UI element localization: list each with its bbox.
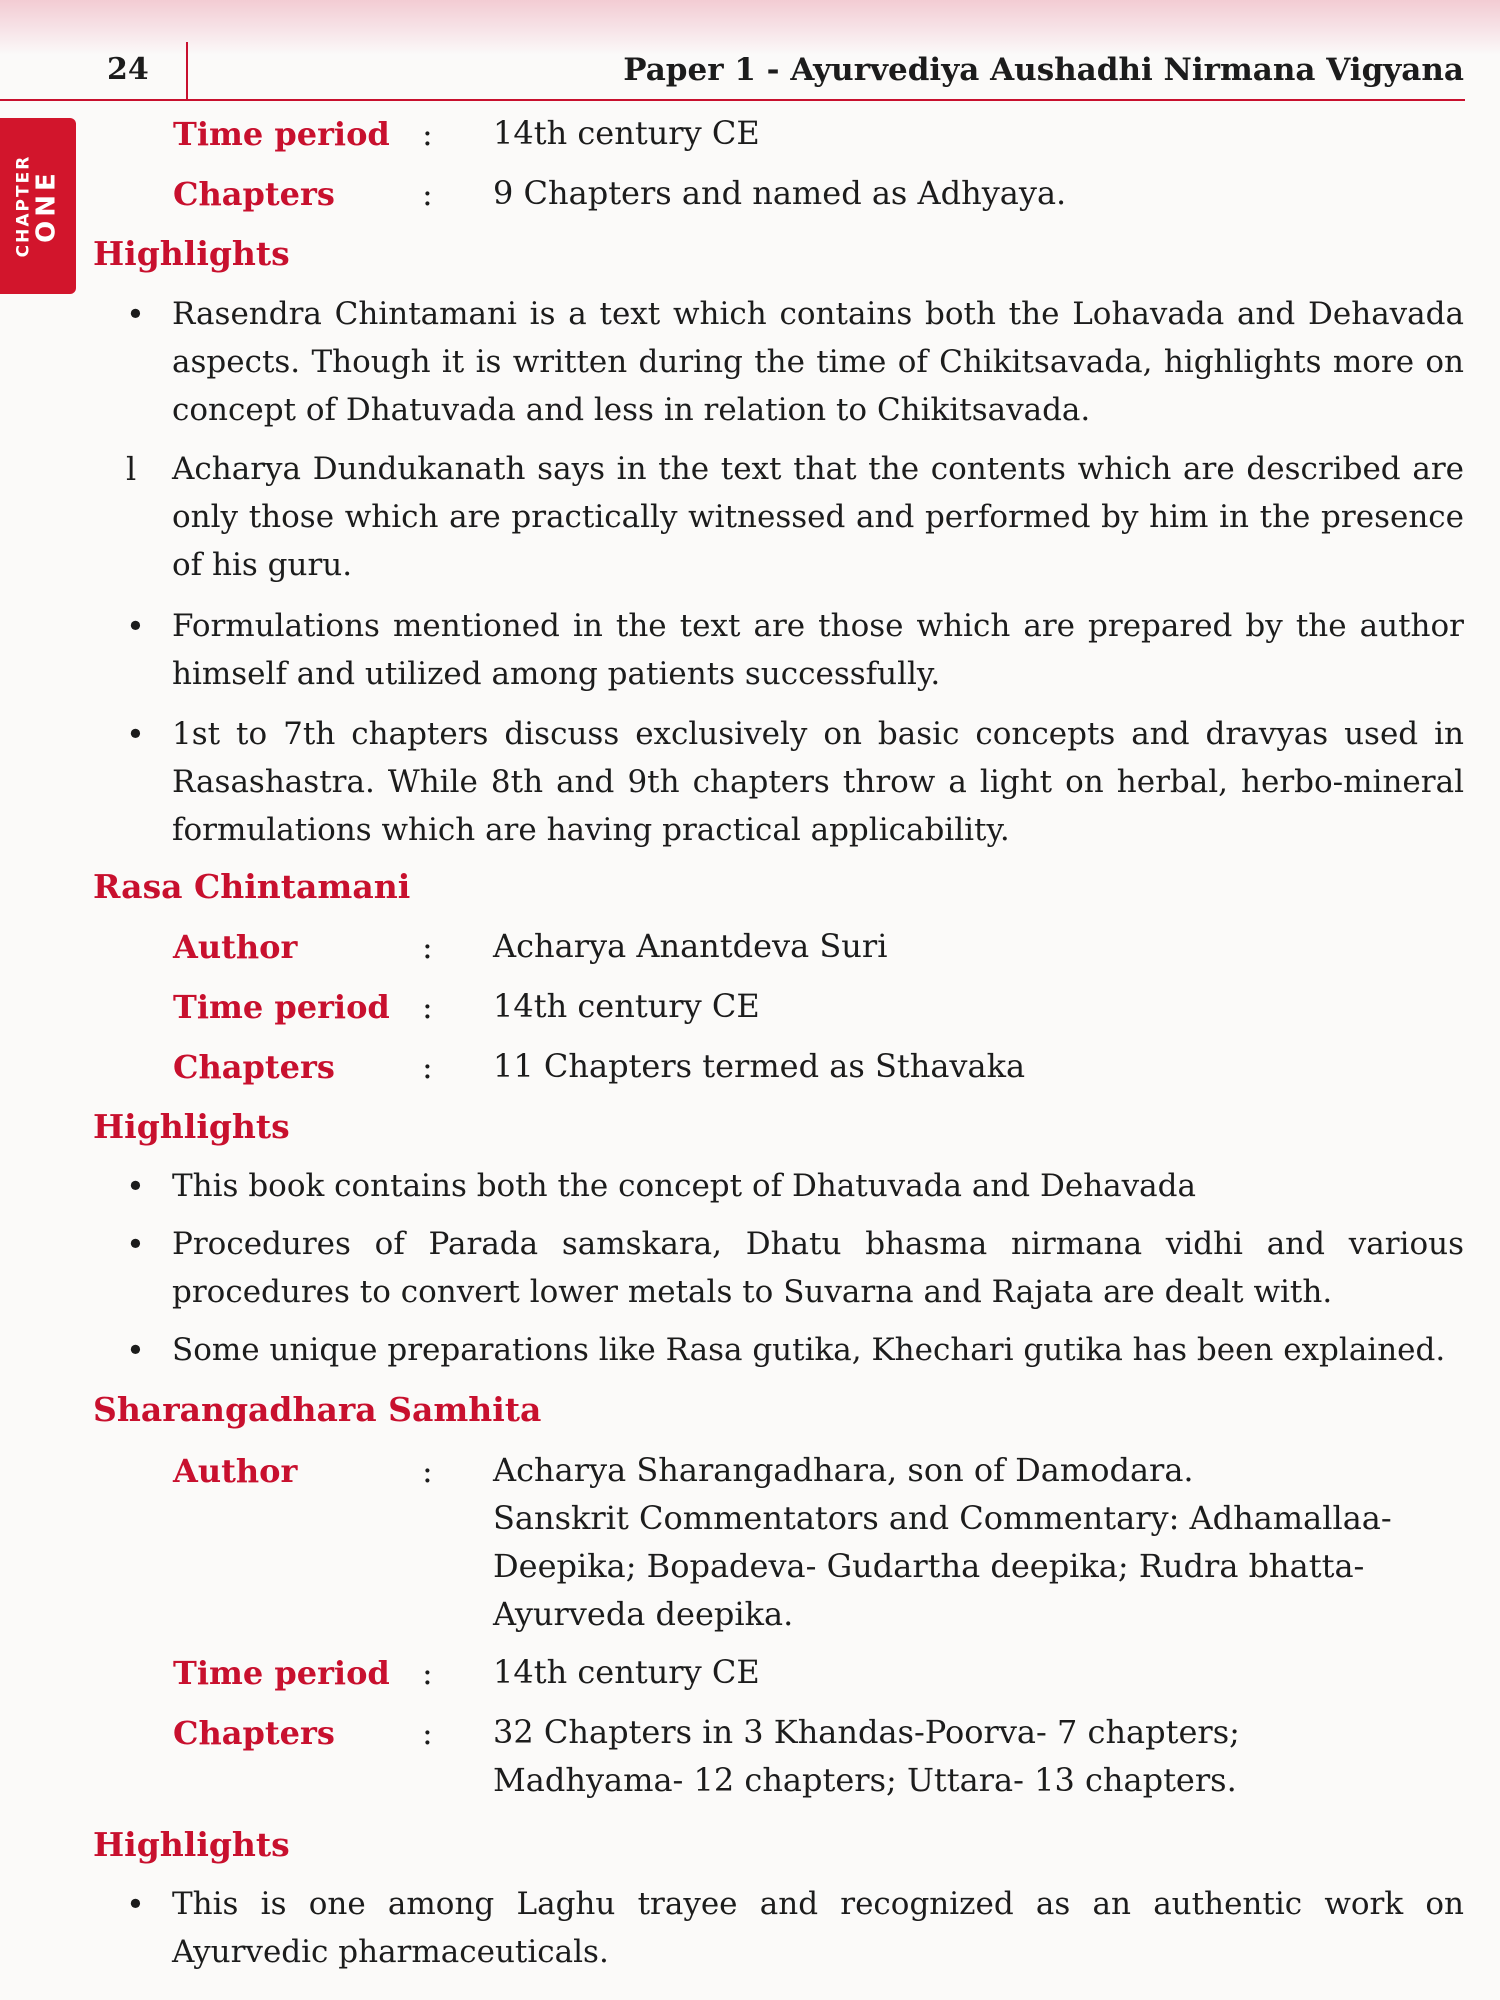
colon: : <box>422 175 433 213</box>
list-item: Formulations mentioned in the text are those which are prepared by the author himself and utilized among patients successfully. <box>172 608 1464 692</box>
list-item: 1st to 7th chapters discuss exclusively on basic concepts and dravyas used in Rasashastra. While 8th and 9th chapters throw a light on herbal, herbo-mineral formulations which are having practical applicability. <box>172 716 1464 848</box>
bullet-mark: • <box>126 1331 145 1369</box>
colon: : <box>422 928 433 966</box>
bullet-mark: • <box>126 607 145 645</box>
chapters-value: 9 Chapters and named as Adhyaya. <box>493 174 1067 212</box>
list-item: Rasendra Chintamani is a text which contains both the Lohavada and Dehavada aspects. Though it is written during the time of Chikitsavada, highlights more on concept of Dhatuvada and less in relation to Chikitsavada. <box>172 296 1464 428</box>
time-period-value: 14th century CE <box>493 114 760 152</box>
header-divider <box>186 42 188 100</box>
page-number: 24 <box>107 52 149 87</box>
colon: : <box>422 988 433 1026</box>
author-label: Author <box>173 1452 298 1490</box>
colon: : <box>422 115 433 153</box>
time-period-value: 14th century CE <box>493 987 760 1025</box>
colon: : <box>422 1714 433 1752</box>
list-item: Some unique preparations like Rasa gutika, Khechari gutika has been explained. <box>172 1332 1446 1368</box>
colon: : <box>422 1654 433 1692</box>
author-label: Author <box>173 928 298 966</box>
chapters-value-line: Madhyama- 12 chapters; Uttara- 13 chapters. <box>493 1761 1237 1799</box>
colon: : <box>422 1452 433 1490</box>
list-item: This is one among Laghu trayee and recognized as an authentic work on Ayurvedic pharmaceuticals. <box>172 1886 1464 1970</box>
chapters-label: Chapters <box>173 175 335 213</box>
time-period-label: Time period <box>173 988 390 1026</box>
section-heading-rasa-chintamani: Rasa Chintamani <box>93 867 411 906</box>
author-value-line: Sanskrit Commentators and Commentary: Adhamallaa- <box>493 1499 1392 1537</box>
author-value-line: Deepika; Bopadeva- Gudartha deepika; Rudra bhatta- <box>493 1547 1365 1585</box>
chapters-value: 11 Chapters termed as Sthavaka <box>493 1047 1026 1085</box>
chapters-label: Chapters <box>173 1714 335 1752</box>
header-rule <box>0 99 1465 101</box>
highlights-heading: Highlights <box>93 1825 290 1864</box>
bullet-mark: • <box>126 1225 145 1263</box>
time-period-label: Time period <box>173 1654 390 1692</box>
bullet-mark: l <box>126 450 137 488</box>
page-top-shading <box>0 0 1500 55</box>
author-value: Acharya Anantdeva Suri <box>493 927 888 965</box>
list-item: Acharya Dundukanath says in the text that the contents which are described are only those which are practically witnessed and performed by him in the presence of his guru. <box>172 451 1464 583</box>
time-period-value: 14th century CE <box>493 1653 760 1691</box>
chapters-value-line: 32 Chapters in 3 Khandas-Poorva- 7 chapters; <box>493 1713 1240 1751</box>
chapter-tab-label: CHAPTER <box>13 154 34 258</box>
chapter-tab <box>0 118 76 294</box>
bullet-mark: • <box>126 715 145 753</box>
section-heading-sharangadhara-samhita: Sharangadhara Samhita <box>93 1390 542 1429</box>
author-value-line: Ayurveda deepika. <box>493 1595 794 1633</box>
chapters-label: Chapters <box>173 1048 335 1086</box>
chapter-tab-number: ONE <box>31 169 62 243</box>
bullet-mark: • <box>126 1885 145 1923</box>
chapter-tab-text <box>15 155 60 258</box>
colon: : <box>422 1048 433 1086</box>
time-period-label: Time period <box>173 115 390 153</box>
author-value-line: Acharya Sharangadhara, son of Damodara. <box>493 1451 1194 1489</box>
bullet-mark: • <box>126 1167 145 1205</box>
bullet-mark: • <box>126 295 145 333</box>
highlights-heading: Highlights <box>93 234 290 273</box>
list-item: Procedures of Parada samskara, Dhatu bhasma nirmana vidhi and various procedures to convert lower metals to Suvarna and Rajata are dealt with. <box>172 1226 1464 1310</box>
list-item: This book contains both the concept of Dhatuvada and Dehavada <box>172 1168 1196 1204</box>
running-title: Paper 1 - Ayurvediya Aushadhi Nirmana Vigyana <box>623 52 1464 88</box>
highlights-heading: Highlights <box>93 1107 290 1146</box>
